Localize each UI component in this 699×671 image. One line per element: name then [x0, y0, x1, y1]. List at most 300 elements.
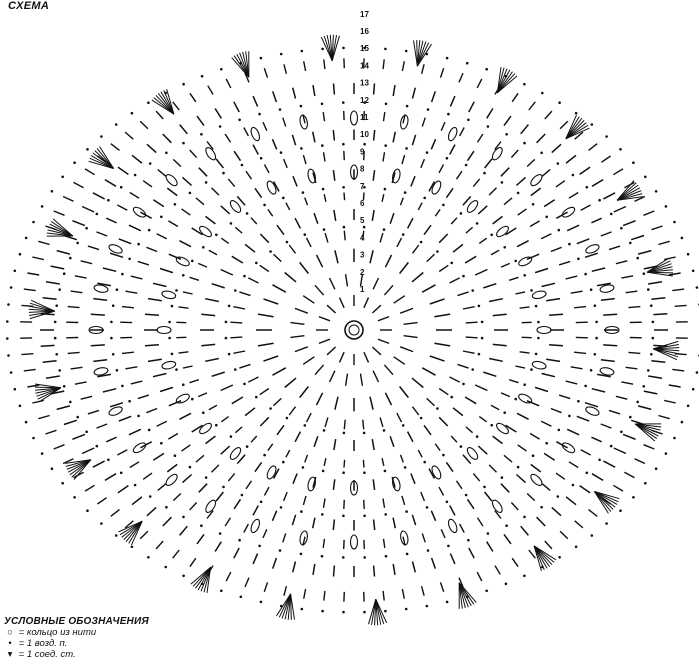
chain-dot	[610, 213, 613, 216]
stitch-mark	[130, 462, 139, 468]
chain-dot	[280, 151, 283, 154]
stitch-mark	[221, 270, 233, 276]
stitch-mark	[441, 529, 445, 538]
stitch-mark	[624, 182, 634, 187]
stitch-mark	[545, 541, 552, 549]
stitch-mark	[601, 424, 612, 428]
chain-dot	[558, 101, 561, 104]
chain-dot	[476, 222, 479, 225]
fan-motif	[152, 89, 174, 114]
chain-dot	[503, 246, 506, 249]
chain-dot	[120, 186, 123, 189]
puff-stitch	[175, 255, 191, 267]
stitch-mark	[520, 307, 530, 308]
stitch-mark	[208, 86, 213, 95]
chain-dot	[182, 516, 185, 519]
stitch-mark	[628, 352, 640, 353]
stitch-mark	[163, 134, 172, 143]
stitch-mark	[234, 151, 240, 161]
stitch-mark	[364, 352, 369, 362]
stitch-mark	[556, 181, 565, 187]
chain-dot	[168, 337, 171, 340]
stitch-mark	[289, 245, 295, 253]
chain-dot	[478, 305, 481, 308]
stitch-mark	[283, 118, 286, 127]
row-number: 7	[360, 181, 365, 191]
stitch-mark	[566, 381, 578, 384]
chain-dot	[230, 222, 233, 225]
chain-dot	[279, 549, 282, 552]
stitch-mark	[374, 519, 375, 530]
stitch-mark	[230, 322, 242, 323]
stitch-mark	[521, 526, 529, 535]
stitch-mark	[168, 434, 178, 440]
fan-motif	[191, 567, 211, 593]
stitch-mark	[439, 389, 448, 395]
stitch-mark	[156, 111, 163, 119]
stitch-mark	[609, 246, 620, 250]
stitch-mark	[206, 216, 216, 224]
chain-dot	[545, 442, 548, 445]
stitch-mark	[323, 112, 324, 121]
stitch-mark	[46, 376, 60, 378]
stitch-mark	[439, 265, 448, 271]
stitch-mark	[75, 382, 87, 384]
stitch-mark	[32, 400, 44, 403]
stitch-mark	[68, 307, 80, 308]
stitch-mark	[551, 247, 562, 251]
stitch-mark	[291, 323, 305, 325]
stitch-mark	[373, 371, 378, 382]
chain-dot	[595, 337, 598, 340]
fan-motif	[89, 147, 114, 169]
stitch-mark	[324, 152, 326, 161]
stitch-mark	[285, 378, 296, 387]
stitch-mark	[373, 170, 374, 181]
stitch-mark	[535, 269, 548, 273]
fan-motif	[566, 115, 590, 139]
puff-stitch	[532, 290, 547, 300]
stitch-mark	[140, 531, 148, 539]
chain-dot	[120, 472, 123, 475]
stitch-mark	[574, 352, 586, 353]
chain-dot	[107, 199, 110, 202]
stitch-mark	[291, 336, 305, 338]
chain-dot	[537, 337, 540, 340]
chain-dot	[383, 228, 386, 231]
chain-dot	[134, 174, 137, 177]
row-number: 9	[360, 147, 365, 157]
stitch-mark	[592, 474, 603, 481]
chain-dot	[665, 205, 668, 208]
chain-dot	[55, 304, 58, 307]
stitch-mark	[422, 285, 435, 292]
chain-dot	[426, 605, 429, 608]
stitch-mark	[147, 507, 156, 515]
stitch-mark	[72, 434, 85, 439]
chain-dot	[568, 243, 571, 246]
stitch-mark	[501, 393, 510, 397]
stitch-mark	[344, 193, 345, 201]
chain-dot	[191, 260, 194, 263]
chain-dot	[619, 148, 622, 151]
stitch-mark	[300, 387, 309, 398]
chain-dot	[404, 466, 407, 469]
chain-dot	[220, 68, 223, 71]
stitch-mark	[504, 534, 511, 544]
chain-dot	[405, 510, 408, 513]
chain-dot	[523, 142, 526, 145]
chain-dot	[426, 506, 429, 509]
chain-dot	[692, 270, 695, 273]
stitch-mark	[283, 534, 286, 543]
stitch-mark	[111, 144, 120, 151]
puff-stitch	[495, 224, 510, 238]
stitch-mark	[424, 425, 431, 435]
stitch-mark	[215, 542, 221, 552]
chain-dot	[234, 368, 237, 371]
stitch-mark	[221, 417, 228, 422]
chain-dot	[577, 400, 580, 403]
stitch-mark	[324, 194, 326, 202]
stitch-mark	[24, 289, 36, 291]
stitch-mark	[225, 518, 230, 526]
chain-dot	[673, 437, 676, 440]
stitch-mark	[592, 389, 605, 392]
stitch-mark	[51, 266, 64, 269]
stitch-mark	[675, 305, 687, 306]
stitch-mark	[289, 407, 295, 415]
chain-dot	[572, 174, 575, 177]
stitch-mark	[334, 210, 336, 221]
chain-dot	[584, 385, 587, 388]
chain-dot	[148, 229, 151, 232]
chain-dot	[532, 454, 535, 457]
stitch-mark	[327, 347, 336, 355]
stitch-mark	[27, 273, 39, 275]
stitch-mark	[230, 337, 242, 338]
stitch-mark	[434, 343, 450, 346]
stitch-mark	[501, 263, 510, 267]
chain-dot	[655, 190, 658, 193]
stitch-mark	[93, 360, 107, 362]
stitch-mark	[215, 109, 221, 119]
stitch-mark	[434, 314, 450, 317]
stitch-mark	[126, 367, 138, 369]
chain-dot	[282, 461, 285, 464]
chain-dot	[96, 445, 99, 448]
stitch-mark	[346, 374, 348, 386]
fan-motif	[369, 599, 387, 625]
stitch-mark	[197, 534, 204, 544]
puff-stitch	[537, 327, 551, 334]
chain-dot	[505, 583, 508, 586]
row-number: 12	[360, 95, 369, 105]
stitch-mark	[103, 268, 116, 271]
chain-dot	[246, 212, 249, 215]
stitch-mark	[300, 262, 309, 273]
stitch-mark	[45, 430, 56, 434]
stitch-mark	[361, 374, 363, 386]
chain-dot	[446, 501, 449, 504]
chain-dot	[681, 237, 684, 240]
chain-dot	[240, 596, 243, 599]
stitch-mark	[74, 472, 84, 477]
chain-dot	[200, 133, 203, 136]
chain-dot	[76, 242, 79, 245]
stitch-mark	[613, 169, 623, 175]
chain-dot	[405, 147, 408, 150]
chain-dot	[523, 575, 526, 578]
stitch-mark	[293, 88, 296, 99]
chain-dot	[478, 353, 481, 356]
stitch-mark	[374, 84, 375, 95]
stitch-mark	[153, 283, 166, 286]
chain-dot	[687, 253, 690, 256]
chain-dot	[406, 553, 409, 556]
chain-dot	[182, 274, 185, 277]
stitch-mark	[221, 238, 228, 243]
stitch-mark	[601, 360, 615, 362]
chain-dot	[636, 257, 639, 260]
slip-stitch-icon: ▾	[7, 649, 13, 660]
stitch-mark	[206, 436, 216, 444]
puff-stitch	[157, 327, 171, 334]
stitch-mark	[518, 445, 527, 451]
puff-stitch	[517, 255, 533, 267]
legend	[4, 616, 224, 660]
stitch-mark	[163, 517, 172, 526]
stitch-mark	[466, 227, 473, 233]
chain-dot	[107, 459, 110, 462]
stitch-mark	[190, 93, 196, 102]
stitch-mark	[182, 445, 191, 451]
puff-stitch	[249, 518, 261, 534]
chain-dot	[202, 411, 205, 414]
chain-dot	[385, 555, 388, 558]
puff-stitch	[249, 126, 261, 142]
chain-dot	[363, 226, 366, 229]
stitch-mark	[458, 292, 469, 296]
stitch-mark	[559, 261, 570, 265]
stitch-mark	[307, 238, 312, 247]
stitch-mark	[232, 256, 243, 263]
chain-dot	[134, 484, 137, 487]
stitch-mark	[305, 198, 308, 206]
chain-dot	[322, 470, 325, 473]
chain-dot	[467, 539, 470, 542]
stitch-mark	[303, 155, 306, 164]
chain-dot	[230, 435, 233, 438]
chain-dot	[650, 304, 653, 307]
stitch-mark	[616, 261, 627, 264]
chain-dot	[447, 113, 450, 116]
puff-stitch	[532, 360, 547, 370]
chain-dot	[436, 250, 439, 253]
stitch-mark	[106, 437, 116, 442]
chain-dot	[241, 164, 244, 167]
chain-dot	[228, 353, 231, 356]
stitch-mark	[173, 550, 180, 558]
center-ring	[345, 321, 363, 339]
stitch-mark	[292, 515, 295, 525]
stitch-mark	[441, 582, 444, 591]
stitch-mark	[248, 278, 258, 283]
stitch-mark	[450, 377, 460, 382]
stitch-mark	[129, 225, 141, 231]
chain-dot	[58, 369, 61, 372]
stitch-mark	[644, 391, 658, 394]
stitch-mark	[520, 352, 530, 353]
stitch-mark	[478, 446, 487, 454]
chain-dot	[110, 321, 113, 324]
fan-motif	[119, 521, 143, 545]
stitch-mark	[373, 278, 378, 289]
stitch-mark	[190, 380, 199, 383]
chain-dot	[363, 611, 366, 614]
stitch-mark	[233, 351, 245, 353]
chain-dot	[557, 162, 560, 165]
chain-dot	[128, 258, 131, 261]
stitch-mark	[324, 59, 325, 69]
stitch-mark	[466, 427, 473, 433]
puff-stitch	[517, 392, 533, 404]
chain-dot	[406, 105, 409, 108]
stitch-mark	[130, 193, 139, 199]
chain-dot	[25, 421, 28, 424]
stitch-mark	[315, 365, 324, 375]
stitch-mark	[340, 352, 345, 362]
row-number	[360, 0, 369, 2]
legend-item-slip	[4, 649, 224, 660]
chain-dot	[219, 532, 222, 535]
chain-dot	[321, 555, 324, 558]
stitch-mark	[504, 455, 512, 462]
chain-dot	[255, 396, 258, 399]
stitch-mark	[197, 116, 204, 126]
chain-dot	[300, 147, 303, 150]
stitch-mark	[117, 450, 127, 455]
stitch-mark	[344, 420, 345, 430]
row-number: 1	[360, 285, 365, 294]
stitch-mark	[589, 510, 598, 517]
stitch-mark	[628, 307, 640, 308]
chain-dot	[383, 429, 386, 432]
stitch-mark	[314, 436, 318, 447]
stitch-mark	[450, 96, 455, 106]
chain-dot	[269, 250, 272, 253]
stitch-mark	[246, 481, 252, 489]
stitch-mark	[146, 247, 157, 251]
stitch-mark	[478, 518, 483, 526]
stitch-mark	[340, 298, 345, 308]
chain-dot	[222, 486, 225, 489]
chain-dot	[590, 288, 593, 291]
stitch-mark	[93, 193, 105, 199]
chain-dot	[577, 258, 580, 261]
chain-dot	[514, 260, 517, 263]
chain-dot	[175, 289, 178, 292]
chain-dot	[591, 534, 594, 537]
stitch-mark	[446, 462, 453, 471]
stitch-mark	[105, 474, 116, 481]
chain-dot	[558, 229, 561, 232]
stitch-mark	[463, 307, 475, 309]
puff-stitch	[204, 146, 218, 162]
stitch-mark	[43, 298, 57, 299]
stitch-mark	[167, 464, 177, 472]
stitch-mark	[601, 232, 612, 236]
stitch-mark	[138, 395, 149, 399]
stitch-mark	[571, 291, 583, 293]
chain-dot	[363, 471, 366, 474]
chain-dot	[189, 192, 192, 195]
stitch-mark	[173, 159, 181, 166]
chain-dot	[481, 337, 484, 340]
stitch-mark	[542, 170, 550, 177]
stitch-mark	[601, 299, 615, 301]
chain-dot	[505, 133, 508, 136]
chain-dot	[73, 161, 76, 164]
stitch-mark	[569, 193, 578, 199]
stitch-mark	[521, 125, 529, 134]
stitch-mark	[334, 566, 335, 577]
row-number: 13	[360, 78, 369, 88]
stitch-mark	[260, 234, 269, 243]
stitch-mark	[390, 436, 394, 447]
chain-dot	[246, 445, 249, 448]
chain-dot	[692, 388, 695, 391]
stitch-mark	[199, 168, 207, 177]
stitch-mark	[313, 132, 315, 143]
legend-item-ring	[4, 627, 224, 638]
chain-dot	[69, 401, 72, 404]
chain-dot	[165, 506, 168, 509]
chain-dot	[54, 337, 57, 340]
stitch-mark	[466, 322, 478, 323]
stitch-mark	[239, 364, 250, 368]
legend-item-text: = 1 возд. п.	[18, 638, 68, 649]
row-number: 8	[360, 164, 365, 174]
chain-dot	[696, 286, 699, 289]
stitch-mark	[81, 396, 92, 399]
stitch-mark	[384, 539, 385, 548]
chain-dot	[598, 199, 601, 202]
chain-dot	[594, 353, 597, 356]
chain-dot	[85, 227, 88, 230]
stitch-mark	[435, 444, 440, 451]
puff-stitch	[204, 499, 218, 515]
stitch-mark	[303, 357, 314, 365]
chain-dot	[643, 272, 646, 275]
stitch-mark	[295, 218, 300, 228]
chain-dot	[302, 466, 305, 469]
chain-dot	[96, 213, 99, 216]
stitch-mark	[422, 368, 435, 375]
chain-dot	[260, 157, 263, 160]
stitch-mark	[82, 207, 94, 213]
stitch-mark	[581, 450, 591, 455]
stitch-mark	[466, 337, 478, 338]
stitch-mark	[623, 221, 636, 226]
chain-dot	[575, 546, 578, 549]
stitch-mark	[344, 151, 345, 160]
stitch-mark	[446, 188, 453, 197]
chain-dot	[86, 509, 89, 512]
chain-dot	[490, 424, 493, 427]
chain-dot	[10, 371, 13, 374]
stitch-mark	[304, 589, 306, 599]
